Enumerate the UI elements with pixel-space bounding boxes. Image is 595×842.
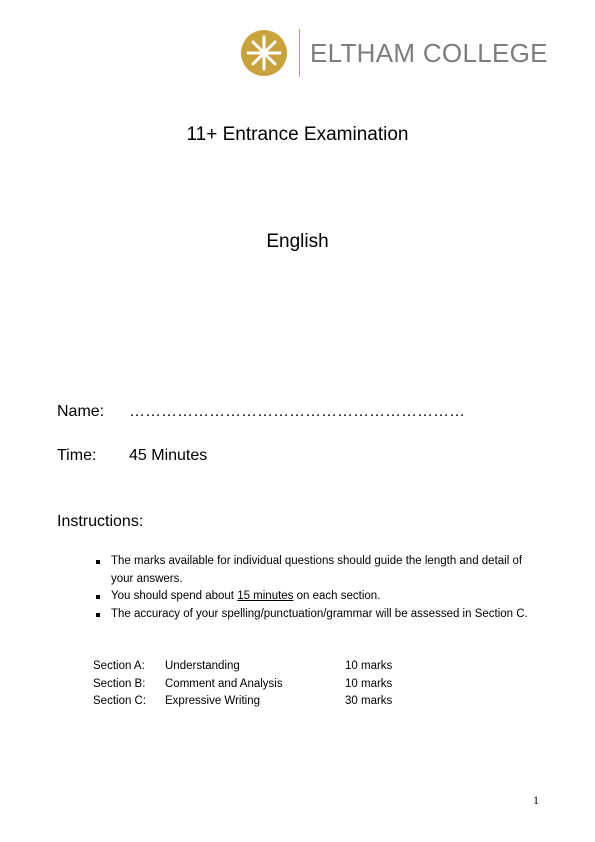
name-blank: ……………………………………………………… [129,403,465,420]
time-value: 45 Minutes [129,447,208,464]
subject-title: English [266,231,329,252]
time-label: Time: [57,447,97,464]
table-row [93,693,392,711]
section-marks: 30 marks [345,695,393,707]
instruction-text: The marks available for individual questions should guide the length and detail of your answers. [111,555,523,585]
college-crest-icon [240,29,288,77]
instructions-list [93,553,533,623]
instructions-heading: Instructions: [57,513,144,530]
instruction-text: The accuracy of your spelling/punctuation/grammar will be assessed in Section C. [111,607,528,620]
instruction-item [93,606,533,624]
section-label: Section A: [93,660,145,672]
table-row [93,658,392,676]
bullet-icon [96,613,100,617]
page-number: 1 [533,793,539,807]
section-name: Expressive Writing [165,695,261,707]
instruction-text-start: You should spend about [111,590,238,602]
time-emphasis: 15 minutes [237,590,294,602]
exam-title: 11+ Entrance Examination [186,124,409,145]
school-logo [240,28,548,78]
name-label: Name: [57,403,105,420]
section-marks: 10 marks [345,660,393,672]
logo-divider [299,29,300,77]
logo-text: ELTHAM COLLEGE [310,37,548,68]
section-label: Section B: [93,677,146,690]
time-field [57,447,207,465]
name-field [57,403,465,421]
bullet-icon [96,560,100,564]
instruction-item [93,588,533,606]
instruction-text-end: on each section. [293,590,381,602]
section-name: Understanding [165,660,240,672]
section-marks: 10 marks [345,677,393,690]
table-row [93,676,392,694]
instruction-item [93,553,533,588]
section-name: Comment and Analysis [165,677,283,690]
section-label: Section C: [93,695,147,707]
bullet-icon [96,595,100,599]
sections-table [93,658,392,711]
